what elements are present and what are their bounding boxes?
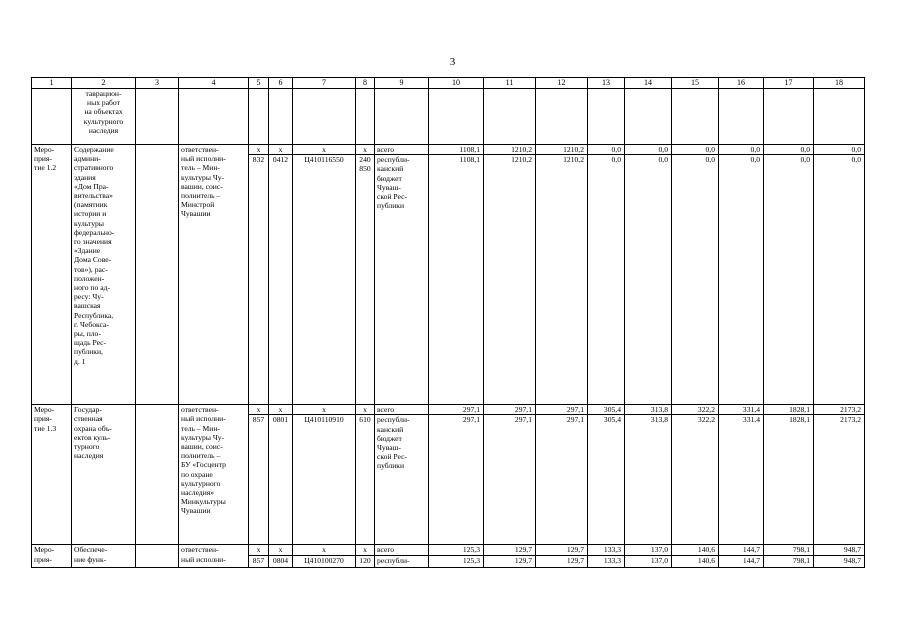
- empty-cell: [719, 89, 764, 145]
- amount-value: 1210,2: [536, 155, 588, 405]
- col-header-12: 12: [536, 78, 588, 89]
- amount-value: 140,6: [672, 545, 719, 555]
- empty-cell: [625, 89, 672, 145]
- measure-name: Содержание админи- стративного здания «Дом Пра- вительства» (памятник истории и культуры федерально- го значения «Здание Дома Сове- тов»), рас- положен- ного по ад- ресу: Чу- вашская Республика, г. Чебокса- ры, пло- щадь Рес- публики, д. 1: [72, 145, 136, 405]
- amount-value: 297,1: [536, 405, 588, 415]
- empty-cell: [269, 89, 293, 145]
- measure-label: Меро- прия- тие 1.2: [32, 145, 72, 405]
- empty-cell: [356, 89, 375, 145]
- expense-type-code: 240 850: [356, 155, 375, 405]
- section-code: 0412: [269, 155, 293, 405]
- responsible-executor: ответствен- ный исполни- тель – Мин- культуры Чу- вашии, соис- полнитель – БУ «Госцентр по охране культурного наследия» Минкультуры Чувашии: [179, 405, 249, 545]
- measure-label: Меро- прия- тие 1.3: [32, 405, 72, 545]
- grbs-code: x: [249, 405, 269, 415]
- amount-value: 129,7: [484, 555, 536, 567]
- responsible-executor: ответствен- ный исполни- тель – Мин- культуры Чу- вашии, соис- полнитель – Минстрой Чувашии: [179, 145, 249, 405]
- amount-value: 0,0: [814, 155, 865, 405]
- measure-row-total: [32, 545, 865, 555]
- amount-value: 0,0: [625, 145, 672, 155]
- grbs-code: x: [249, 145, 269, 155]
- expense-type-code: x: [356, 545, 375, 555]
- amount-value: 305,4: [588, 415, 625, 545]
- amount-value: 0,0: [764, 155, 814, 405]
- funding-source: республи- канский бюджет Чуваш- ской Рес- публики: [375, 155, 429, 405]
- amount-value: 137,0: [625, 545, 672, 555]
- empty-cell: [484, 89, 536, 145]
- amount-value: 297,1: [484, 405, 536, 415]
- target-article-code: Ц410110910: [293, 415, 356, 545]
- continuation-row: [32, 89, 865, 145]
- section-code: x: [269, 405, 293, 415]
- section-code: 0801: [269, 415, 293, 545]
- target-article-code: Ц410116550: [293, 155, 356, 405]
- funding-source: республи-: [375, 555, 429, 567]
- section-code: x: [269, 145, 293, 155]
- measure-row-total: [32, 405, 865, 415]
- col-header-10: 10: [429, 78, 484, 89]
- amount-value: 297,1: [429, 415, 484, 545]
- col-header-15: 15: [672, 78, 719, 89]
- amount-value: 1828,1: [764, 405, 814, 415]
- col-header-5: 5: [249, 78, 269, 89]
- measure-name: Государ- ственная охрана объ- ектов куль- турного наследия: [72, 405, 136, 545]
- empty-cell: [588, 89, 625, 145]
- continuation-name: таврацион- ных работ на объектах культурного наследия: [72, 89, 136, 145]
- funding-source: всего: [375, 145, 429, 155]
- expense-type-code: 120: [356, 555, 375, 567]
- empty-cell: [536, 89, 588, 145]
- amount-value: 1210,2: [536, 145, 588, 155]
- amount-value: 0,0: [625, 155, 672, 405]
- amount-value: 137,0: [625, 555, 672, 567]
- empty-cell: [179, 89, 249, 145]
- grbs-code: 857: [249, 555, 269, 567]
- col-header-3: 3: [136, 78, 179, 89]
- empty-cell: [136, 545, 179, 567]
- col-header-4: 4: [179, 78, 249, 89]
- funding-source: республи- канский бюджет Чуваш- ской Рес- публики: [375, 415, 429, 545]
- amount-value: 129,7: [484, 545, 536, 555]
- measure-name: Обеспече- ние функ-: [72, 545, 136, 567]
- amount-value: 331,4: [719, 405, 764, 415]
- amount-value: 322,2: [672, 415, 719, 545]
- amount-value: 125,3: [429, 545, 484, 555]
- amount-value: 313,8: [625, 415, 672, 545]
- amount-value: 144,7: [719, 555, 764, 567]
- col-header-14: 14: [625, 78, 672, 89]
- col-header-7: 7: [293, 78, 356, 89]
- empty-cell: [672, 89, 719, 145]
- amount-value: 129,7: [536, 555, 588, 567]
- expense-type-code: x: [356, 145, 375, 155]
- target-article-code: x: [293, 145, 356, 155]
- amount-value: 297,1: [484, 415, 536, 545]
- table-body: [32, 78, 865, 568]
- col-header-2: 2: [72, 78, 136, 89]
- amount-value: 144,7: [719, 545, 764, 555]
- section-code: x: [269, 545, 293, 555]
- expense-type-code: 610: [356, 415, 375, 545]
- col-header-8: 8: [356, 78, 375, 89]
- amount-value: 297,1: [536, 415, 588, 545]
- target-article-code: x: [293, 545, 356, 555]
- continuation-label: [32, 89, 72, 145]
- amount-value: 798,1: [764, 545, 814, 555]
- expense-type-code: x: [356, 405, 375, 415]
- col-header-9: 9: [375, 78, 429, 89]
- grbs-code: 857: [249, 415, 269, 545]
- funding-source: всего: [375, 545, 429, 555]
- measure-label: Меро- прия-: [32, 545, 72, 567]
- amount-value: 2173,2: [814, 415, 865, 545]
- amount-value: 331,4: [719, 415, 764, 545]
- amount-value: 0,0: [672, 145, 719, 155]
- amount-value: 2173,2: [814, 405, 865, 415]
- empty-cell: [293, 89, 356, 145]
- amount-value: 798,1: [764, 555, 814, 567]
- amount-value: 0,0: [672, 155, 719, 405]
- amount-value: 133,3: [588, 555, 625, 567]
- responsible-executor: ответствен- ный исполни-: [179, 545, 249, 567]
- column-number-row: [32, 78, 865, 89]
- amount-value: 1108,1: [429, 155, 484, 405]
- grbs-code: 832: [249, 155, 269, 405]
- amount-value: 1828,1: [764, 415, 814, 545]
- empty-cell: [136, 405, 179, 545]
- page-number: 3: [449, 56, 456, 68]
- empty-cell: [249, 89, 269, 145]
- funding-source: всего: [375, 405, 429, 415]
- col-header-17: 17: [764, 78, 814, 89]
- amount-value: 948,7: [814, 555, 865, 567]
- amount-value: 0,0: [588, 155, 625, 405]
- section-code: 0804: [269, 555, 293, 567]
- col-header-18: 18: [814, 78, 865, 89]
- budget-table: [31, 77, 865, 568]
- col-header-11: 11: [484, 78, 536, 89]
- empty-cell: [429, 89, 484, 145]
- col-header-13: 13: [588, 78, 625, 89]
- amount-value: 129,7: [536, 545, 588, 555]
- amount-value: 0,0: [588, 145, 625, 155]
- col-header-6: 6: [269, 78, 293, 89]
- amount-value: 1210,2: [484, 145, 536, 155]
- col-header-1: 1: [32, 78, 72, 89]
- amount-value: 322,2: [672, 405, 719, 415]
- empty-cell: [136, 89, 179, 145]
- amount-value: 1210,2: [484, 155, 536, 405]
- amount-value: 125,3: [429, 555, 484, 567]
- amount-value: 305,4: [588, 405, 625, 415]
- empty-cell: [814, 89, 865, 145]
- amount-value: 0,0: [814, 145, 865, 155]
- amount-value: 0,0: [719, 145, 764, 155]
- amount-value: 0,0: [764, 145, 814, 155]
- target-article-code: x: [293, 405, 356, 415]
- empty-cell: [764, 89, 814, 145]
- amount-value: 140,6: [672, 555, 719, 567]
- col-header-16: 16: [719, 78, 764, 89]
- amount-value: 948,7: [814, 545, 865, 555]
- grbs-code: x: [249, 545, 269, 555]
- amount-value: 1108,1: [429, 145, 484, 155]
- amount-value: 0,0: [719, 155, 764, 405]
- target-article-code: Ц410100270: [293, 555, 356, 567]
- amount-value: 133,3: [588, 545, 625, 555]
- amount-value: 297,1: [429, 405, 484, 415]
- empty-cell: [136, 145, 179, 405]
- measure-row-total: [32, 145, 865, 155]
- amount-value: 313,8: [625, 405, 672, 415]
- empty-cell: [375, 89, 429, 145]
